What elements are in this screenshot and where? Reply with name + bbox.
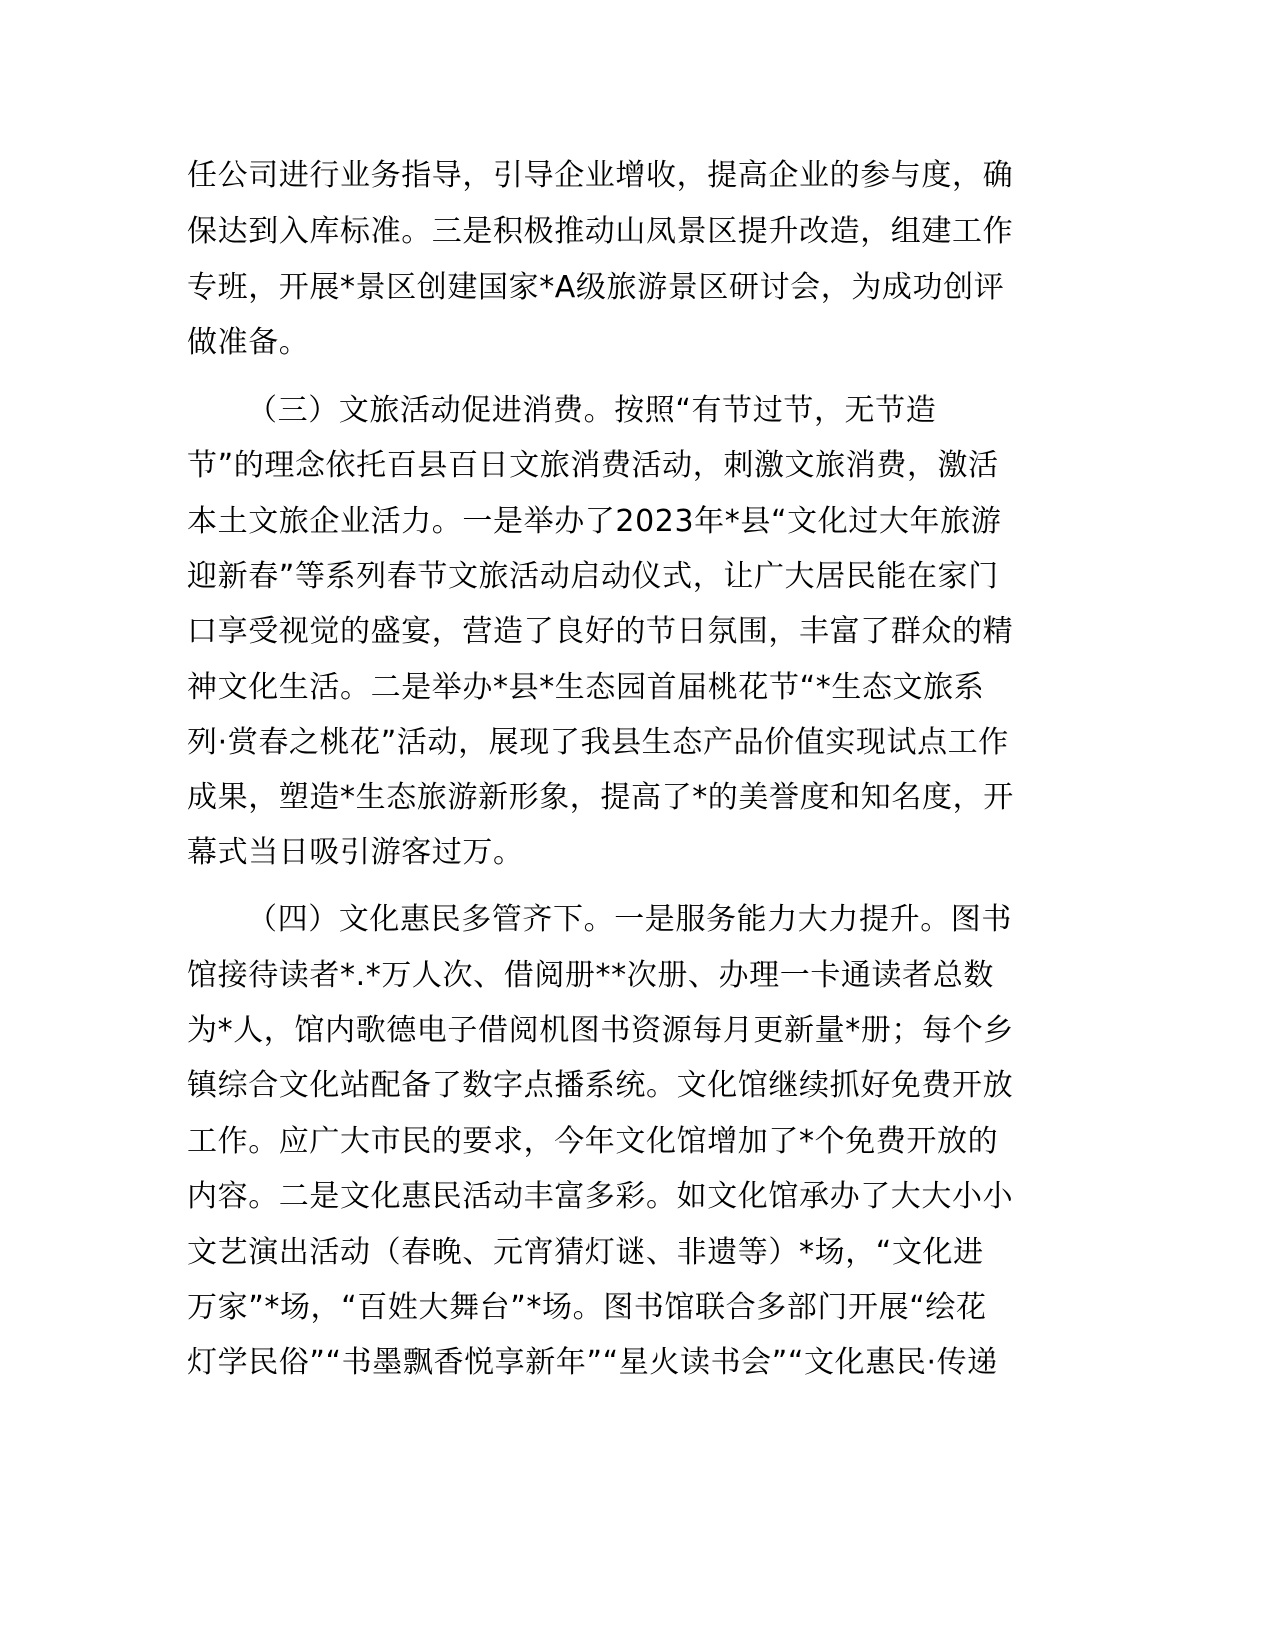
text-line: 专班，开展*景区创建国家*A级旅游景区研讨会，为成功创评 <box>187 270 1005 305</box>
text-line: 本土文旅企业活力。一是举办了2023年*县“文化过大年旅游 <box>187 504 1002 539</box>
text-line: 工作。应广大市民的要求，今年文化馆增加了*个免费开放的 <box>187 1124 999 1159</box>
text-line: 灯学民俗”“书墨飘香悦享新年”“星火读书会”“文化惠民·传递 <box>187 1345 998 1380</box>
text-line: 镇综合文化站配备了数字点播系统。文化馆继续抓好免费开放 <box>187 1068 1014 1103</box>
text-line: 为*人，馆内歌德电子借阅机图书资源每月更新量*册；每个乡 <box>187 1013 1014 1048</box>
text-line: 成果，塑造*生态旅游新形象，提高了*的美誉度和知名度，开 <box>187 780 1014 815</box>
text-line: 做准备。 <box>187 325 310 360</box>
text-line: 任公司进行业务指导，引导企业增收，提高企业的参与度，确 <box>187 158 1014 193</box>
text-line: 列·赏春之桃花”活动，展现了我县生态产品价值实现试点工作 <box>187 725 1009 760</box>
text-line: 节”的理念依托百县百日文旅消费活动，刺激文旅消费，激活 <box>187 448 999 483</box>
section-heading-4: （四）文化惠民多管齐下。一是服务能力大力提升。图书 <box>247 902 1012 937</box>
text-line: 神文化生活。二是举办*县*生态园首届桃花节“*生态文旅系 <box>187 670 985 705</box>
text-line: 迎新春”等系列春节文旅活动启动仪式，让广大居民能在家门 <box>187 559 999 594</box>
text-line: 内容。二是文化惠民活动丰富多彩。如文化馆承办了大大小小 <box>187 1179 1014 1214</box>
text-line: 幕式当日吸引游客过万。 <box>187 835 524 870</box>
text-line: 保达到入库标准。三是积极推动山凤景区提升改造，组建工作 <box>187 214 1014 249</box>
section-heading-3: （三）文旅活动促进消费。按照“有节过节，无节造 <box>247 393 937 428</box>
text-line: 万家”*场，“百姓大舞台”*场。图书馆联合多部门开展“绘花 <box>187 1290 987 1325</box>
text-line: 馆接待读者*.*万人次、借阅册**次册、办理一卡通读者总数 <box>187 958 994 993</box>
text-line: 口享受视觉的盛宴，营造了良好的节日氛围，丰富了群众的精 <box>187 614 1014 649</box>
text-line: 文艺演出活动（春晚、元宵猜灯谜、非遗等）*场，“文化进 <box>187 1235 984 1270</box>
